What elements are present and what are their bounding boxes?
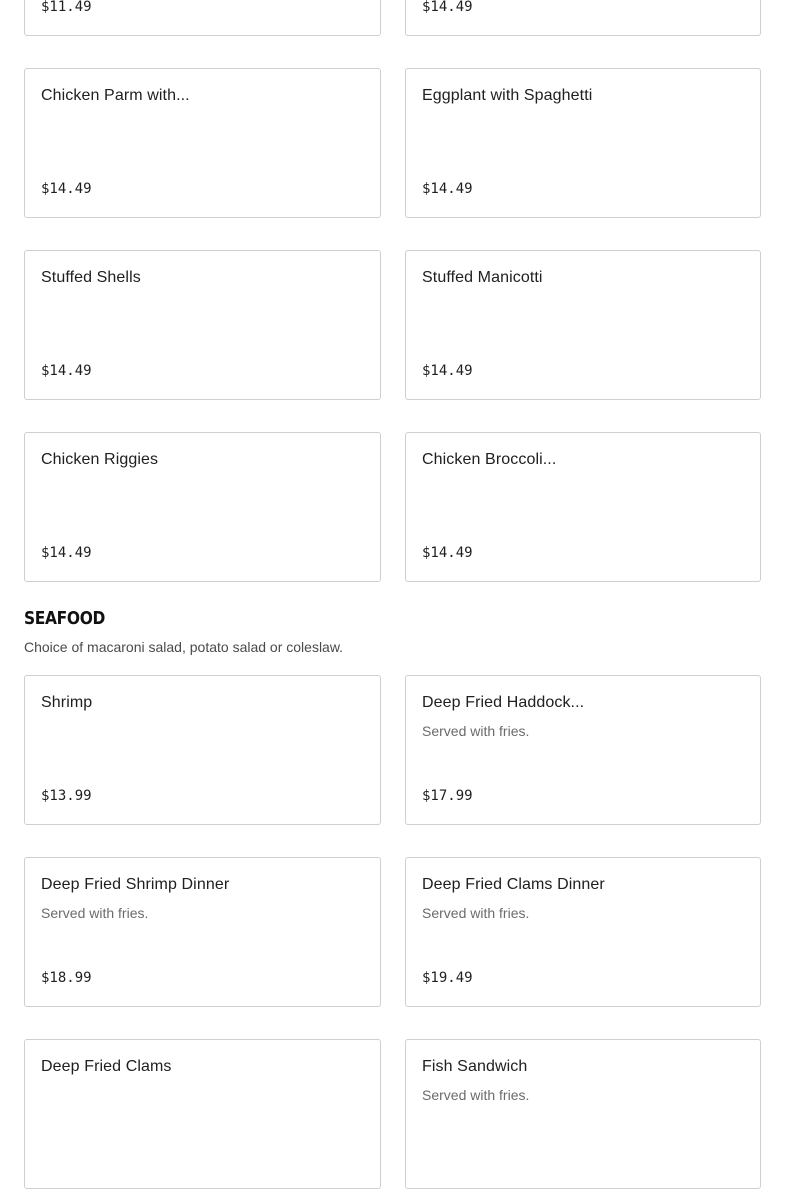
menu-item-card[interactable] [405, 0, 761, 36]
menu-item-description: Served with fries. [422, 905, 530, 921]
menu-item-name: Deep Fried Clams [41, 1058, 172, 1075]
menu-item-card[interactable] [405, 432, 761, 582]
menu-item-price: $11.49 [41, 0, 92, 15]
menu-item-card[interactable] [24, 1039, 381, 1189]
menu-item-name: Chicken Riggies [41, 451, 159, 468]
menu-item-name: Deep Fried Shrimp Dinner [41, 876, 230, 893]
menu-item-card[interactable] [405, 68, 761, 218]
menu-item-price: $14.49 [422, 545, 473, 561]
menu-item-price: $13.99 [41, 788, 92, 804]
menu-item-name: Eggplant with Spaghetti [422, 87, 593, 104]
menu-item-card[interactable] [24, 250, 381, 400]
menu-item-name: Deep Fried Haddock... [422, 694, 585, 711]
menu-item-card[interactable] [24, 0, 381, 36]
menu-item-price: $14.49 [41, 181, 92, 197]
menu-item-name: Chicken Broccoli... [422, 451, 557, 468]
menu-item-price: $14.49 [422, 181, 473, 197]
menu-item-price: $19.49 [422, 970, 473, 986]
menu-item-price: $14.49 [422, 0, 473, 15]
menu-item-card[interactable] [24, 857, 381, 1007]
section-description: Choice of macaroni salad, potato salad or coleslaw. [24, 639, 344, 655]
section-title-seafood: SEAFOOD [24, 608, 106, 629]
menu-item-name: Shrimp [41, 694, 93, 711]
menu-item-name: Stuffed Shells [41, 269, 141, 286]
menu-item-card[interactable] [24, 432, 381, 582]
menu-item-card[interactable] [405, 675, 761, 825]
menu-item-price: $18.99 [41, 970, 92, 986]
menu-item-price: $14.49 [422, 363, 473, 379]
menu-item-description: Served with fries. [422, 1087, 530, 1103]
menu-item-description: Served with fries. [41, 905, 149, 921]
menu-item-price: $14.49 [41, 545, 92, 561]
menu-item-name: Chicken Parm with... [41, 87, 190, 104]
menu-item-name: Stuffed Manicotti [422, 269, 543, 286]
menu-item-name: Deep Fried Clams Dinner [422, 876, 605, 893]
menu-item-card[interactable] [405, 250, 761, 400]
menu-item-price: $17.99 [422, 788, 473, 804]
menu-item-name: Fish Sandwich [422, 1058, 528, 1075]
menu-item-card[interactable] [24, 675, 381, 825]
menu-item-card[interactable] [405, 857, 761, 1007]
menu-item-card[interactable] [405, 1039, 761, 1189]
pasta-items-grid [24, 0, 761, 582]
menu-item-price: $14.49 [41, 363, 92, 379]
menu-item-card[interactable] [24, 68, 381, 218]
seafood-items-grid [24, 675, 761, 1189]
menu-item-description: Served with fries. [422, 723, 530, 739]
